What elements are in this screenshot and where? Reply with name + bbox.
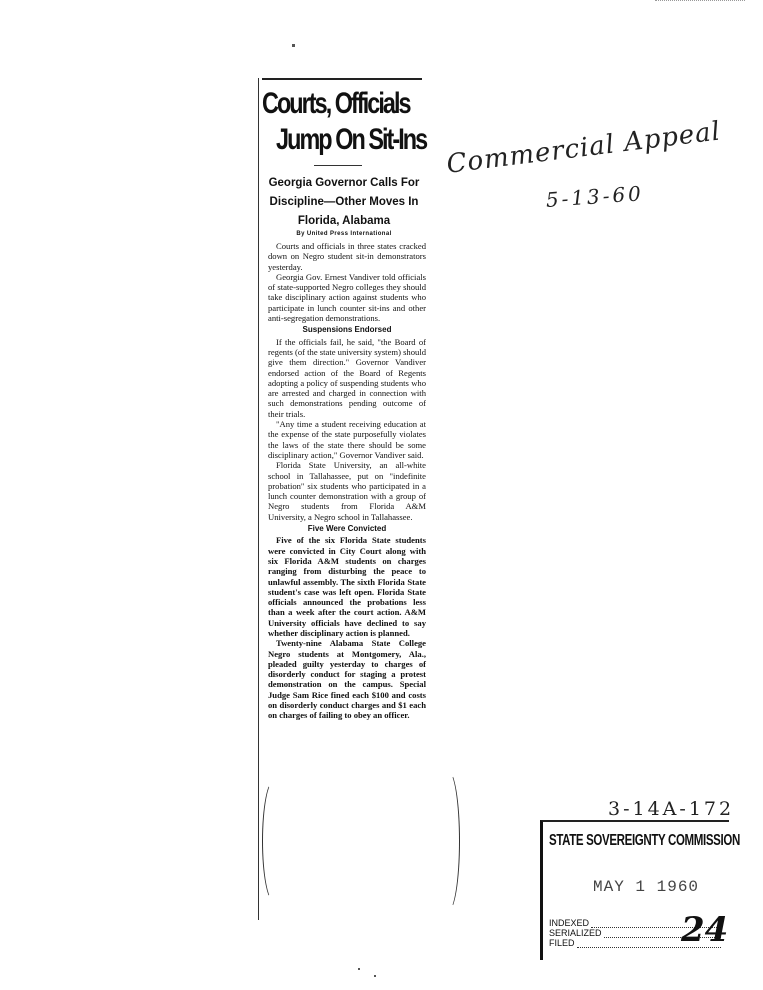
handwritten-source: Commercial Appeal	[445, 116, 723, 180]
stamp-indexed-label: INDEXED	[549, 918, 590, 928]
headline-line-2: Jump On Sit-Ins	[276, 123, 427, 156]
stamp-serialized-label: SERIALIZED	[549, 928, 602, 938]
paragraph: Twenty-nine Alabama State College Negro students at Montgomery, Ala., pleaded guilty yesterday to charges of disorderly conduct for staging a protest demonstration on the campus. Special Judge Sam Rice fined each $100 and costs on disorderly conduct charges and $1 each on charges of failing to obey an officer.	[268, 638, 426, 721]
speck	[292, 44, 295, 47]
stamp-filed-label: FILED	[549, 938, 575, 948]
pencil-bracket-left	[262, 780, 286, 902]
section-subhead: Five Were Convicted	[307, 524, 387, 534]
top-edge-marks	[655, 0, 745, 2]
stamp-initials: 24	[681, 910, 729, 950]
paragraph: Florida State University, an all-white school in Tallahassee, put on "indefinite probation" six students who participated in a lunch counter demonstration with a group of Negro students from Florida A&M University, a Negro school in Tallahassee.	[268, 460, 426, 522]
section-subhead: Suspensions Endorsed	[302, 325, 392, 335]
headline	[262, 86, 427, 158]
paragraph: Georgia Gov. Ernest Vandiver told officials of state-supported Negro colleges they should take disciplinary action against students who participate in lunch counter sit-ins and other anti-segregation demonstrations.	[268, 271, 426, 324]
article-body	[268, 241, 426, 721]
stamp-title: STATE SOVEREIGNTY COMMISSION	[549, 832, 740, 849]
paragraph: Five of the six Florida State students were convicted in City Court along with six Florida A&M students on charges ranging from disturbing the peace to unlawful assembly. The sixth Florida State student's case was left open. Florida State officials announced the probations less than a week after the court action. A&M University officials have declined to say whether disciplinary action is planned.	[268, 535, 426, 638]
handwritten-date: 5-13-60	[545, 181, 645, 212]
paragraph: Courts and officials in three states cracked down on Negro student sit-in demonstrators yesterday.	[268, 241, 426, 272]
clipping-top-rule	[262, 78, 422, 80]
commission-stamp	[540, 820, 740, 960]
handwritten-file-number: 3-14A-172	[608, 798, 735, 820]
byline: By United Press International	[296, 231, 392, 237]
paragraph: "Any time a student receiving education at the expense of the state purposefully violates the laws of the state there should be some disciplinary action," Governor Vandiver said.	[268, 419, 426, 460]
stamp-date: MAY 1 1960	[593, 878, 700, 896]
paragraph: If the officials fail, he said, "the Board of regents (of the state university system) should give them direction." Governor Vandiver endorsed action of the Board of Regents adopting a policy of suspending students who are arrested and charged in connection with such demonstrations pending outcome of their trials.	[268, 336, 426, 419]
speck	[358, 968, 360, 970]
headline-line-1: Courts, Officials	[262, 87, 410, 120]
headline-rule	[314, 165, 362, 166]
pencil-bracket-right	[436, 770, 460, 912]
subheadline: Georgia Governor Calls For Discipline—Other Moves In Florida, Alabama	[268, 177, 420, 227]
speck	[374, 975, 376, 977]
